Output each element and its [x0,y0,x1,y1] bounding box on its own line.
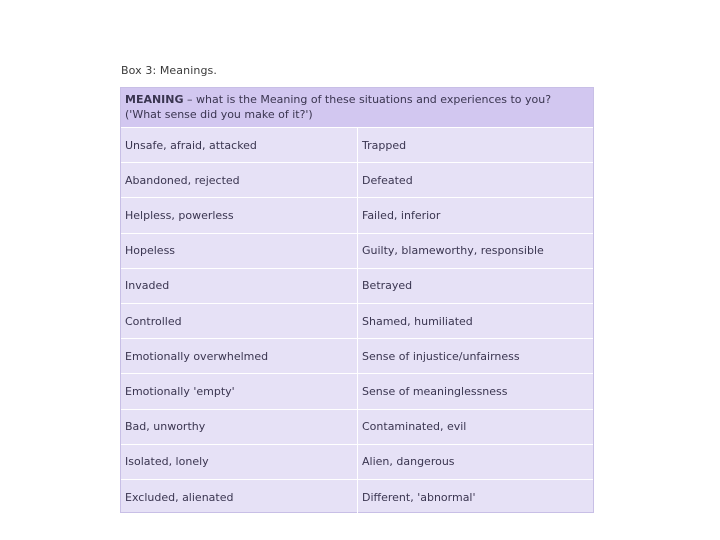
left-cell: Helpless, powerless [121,198,358,232]
left-cell: Emotionally 'empty' [121,374,358,408]
right-cell: Defeated [362,173,413,187]
table-row [121,374,593,409]
left-cell: Bad, unworthy [121,410,358,444]
left-cell: Excluded, alienated [121,480,358,515]
meanings-box [120,87,594,513]
left-cell: Abandoned, rejected [121,163,358,197]
left-cell: Controlled [121,304,358,338]
table-row [121,234,593,269]
left-cell: Hopeless [121,234,358,268]
meanings-table [121,128,593,512]
right-cell: Failed, inferior [362,208,441,222]
header-line-2: ('What sense did you make of it?') [125,108,313,121]
right-cell: Sense of injustice/unfairness [362,349,520,363]
box-header [121,88,593,128]
right-cell: Sense of meaninglessness [362,384,508,398]
right-cell: Different, 'abnormal' [362,490,476,504]
table-row [121,163,593,198]
header-keyword: MEANING [125,93,184,106]
table-row [121,269,593,304]
left-cell: Emotionally overwhelmed [121,339,358,373]
header-question: – what is the Meaning of these situations and experiences to you? [183,93,552,106]
table-row [121,445,593,480]
left-cell: Unsafe, afraid, attacked [121,128,358,162]
table-row [121,198,593,233]
right-cell: Shamed, humiliated [362,314,473,328]
right-cell: Guilty, blameworthy, responsible [362,244,544,258]
table-row [121,339,593,374]
right-cell: Betrayed [362,279,413,293]
table-row [121,304,593,339]
right-cell: Trapped [362,138,407,152]
right-cell: Alien, dangerous [362,455,455,469]
box-caption: Box 3: Meanings. [121,64,217,77]
right-cell: Contaminated, evil [362,420,467,434]
left-cell: Isolated, lonely [121,445,358,479]
table-row [121,128,593,163]
table-row [121,480,593,515]
header-line-1 [125,92,589,107]
left-cell: Invaded [121,269,358,303]
table-row [121,410,593,445]
